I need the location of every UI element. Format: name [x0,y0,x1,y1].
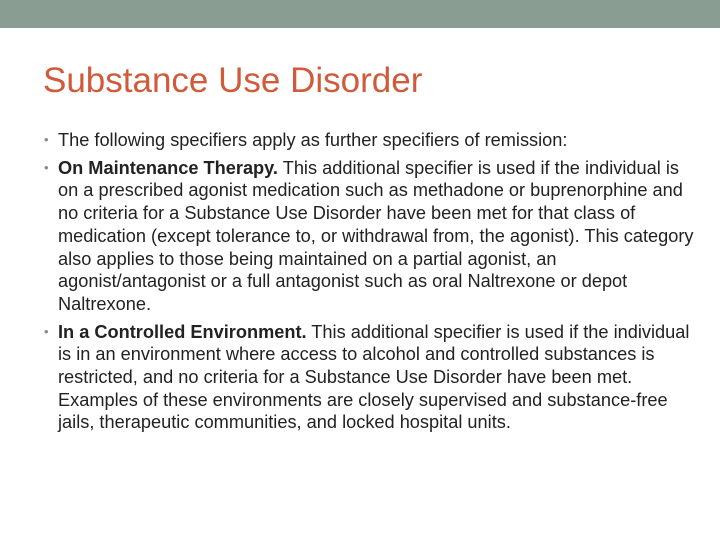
bullet-point-icon: • [44,132,49,147]
bullet-heading: In a Controlled Environment. [58,321,307,342]
bullet-text: The following specifiers apply as further specifiers of remission: [58,130,568,150]
bullet-list [44,129,694,439]
top-accent-band [0,0,720,28]
bullet-text: This additional specifier is used if the individual is in an environment where access to alcohol and controlled substances is restricted, and no criteria for a Substance Use Disorder have been met. Examples of these environments are closely supervised and substance-free jails, therapeutic communities, and locked hospital units. [58,321,690,433]
bullet-point-icon: • [44,159,49,175]
bullet-item-controlled-environment [44,321,694,435]
bullet-item-remission-specifiers [44,129,694,152]
bullet-point-icon: • [44,323,49,339]
bullet-item-maintenance-therapy [44,157,694,316]
bullet-text: This additional specifier is used if the individual is on a prescribed agonist medication such as methadone or buprenorphine and no criteria for a Substance Use Disorder have been met for that class of medication (except tolerance to, or withdrawal from, the agonist). This category also applies to those being maintained on a partial agonist, an agonist/antagonist or a full antagonist such as oral Naltrexone or depot Naltrexone. [58,157,694,314]
bullet-heading: On Maintenance Therapy. [58,157,278,178]
slide-title: Substance Use Disorder [43,61,423,100]
